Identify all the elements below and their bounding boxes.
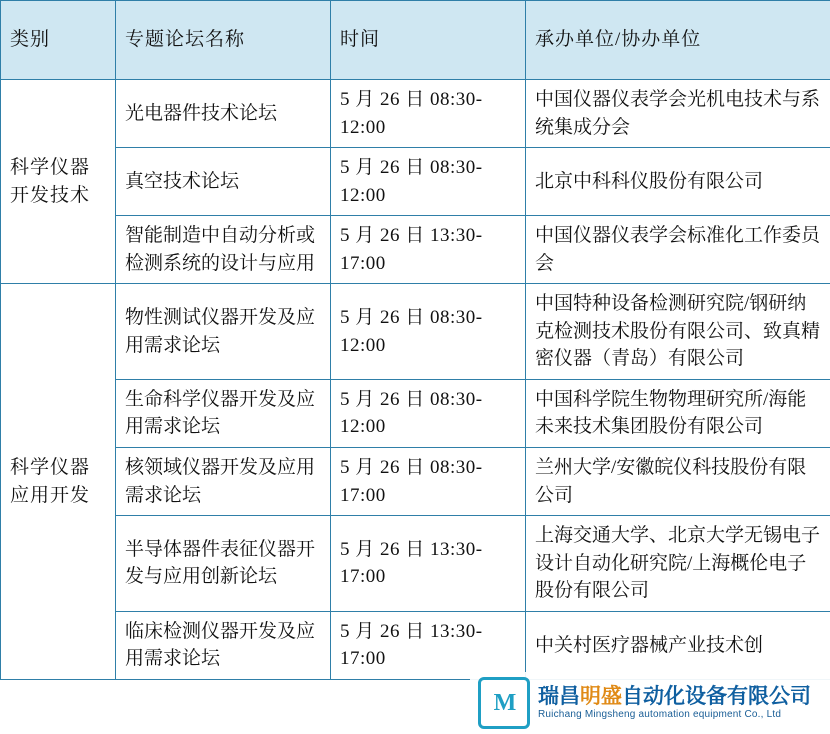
organizer-cell: 北京中科科仪股份有限公司 bbox=[526, 148, 830, 216]
forum-name-cell: 生命科学仪器开发及应用需求论坛 bbox=[116, 379, 331, 447]
time-cell: 5 月 26 日 13:30-17:00 bbox=[331, 216, 526, 284]
organizer-cell: 兰州大学/安徽皖仪科技股份有限公司 bbox=[526, 448, 830, 516]
company-name-cn-part3: 自动化设备有限公司 bbox=[622, 685, 811, 709]
company-logo-icon bbox=[478, 677, 530, 729]
table-row bbox=[1, 216, 830, 284]
column-header-time: 时间 bbox=[331, 1, 526, 80]
company-name-en: Ruichang Mingsheng automation equipment Co., Ltd bbox=[538, 709, 782, 721]
time-cell: 5 月 26 日 08:30-12:00 bbox=[331, 379, 526, 447]
time-cell: 5 月 26 日 08:30-12:00 bbox=[331, 284, 526, 380]
forum-name-cell: 核领域仪器开发及应用需求论坛 bbox=[116, 448, 331, 516]
company-watermark bbox=[470, 672, 830, 734]
category-cell: 科学仪器应用开发 bbox=[1, 284, 116, 680]
column-header-organizer: 承办单位/协办单位 bbox=[526, 1, 830, 80]
table-row bbox=[1, 284, 830, 380]
company-name-cn-part2: 明盛 bbox=[580, 685, 622, 709]
table-row bbox=[1, 448, 830, 516]
table-row bbox=[1, 516, 830, 612]
table-row bbox=[1, 379, 830, 447]
forum-name-cell: 光电器件技术论坛 bbox=[116, 80, 331, 148]
column-header-category: 类别 bbox=[1, 1, 116, 80]
organizer-cell: 中关村医疗器械产业技术创 bbox=[526, 611, 830, 679]
logo-monogram: M bbox=[493, 689, 515, 716]
forum-name-cell: 临床检测仪器开发及应用需求论坛 bbox=[116, 611, 331, 679]
table-row bbox=[1, 611, 830, 679]
category-cell: 科学仪器开发技术 bbox=[1, 80, 116, 284]
forum-name-cell: 物性测试仪器开发及应用需求论坛 bbox=[116, 284, 331, 380]
organizer-cell: 中国特种设备检测研究院/钢研纳克检测技术股份有限公司、致真精密仪器（青岛）有限公司 bbox=[526, 284, 830, 380]
time-cell: 5 月 26 日 08:30-12:00 bbox=[331, 80, 526, 148]
organizer-cell: 上海交通大学、北京大学无锡电子设计自动化研究院/上海概伦电子股份有限公司 bbox=[526, 516, 830, 612]
table-header-row bbox=[1, 1, 830, 80]
organizer-cell: 中国仪器仪表学会光机电技术与系统集成分会 bbox=[526, 80, 830, 148]
company-name-block bbox=[538, 685, 811, 721]
time-cell: 5 月 26 日 08:30-12:00 bbox=[331, 148, 526, 216]
forum-name-cell: 智能制造中自动分析或检测系统的设计与应用 bbox=[116, 216, 331, 284]
table-row bbox=[1, 80, 830, 148]
organizer-cell: 中国仪器仪表学会标准化工作委员会 bbox=[526, 216, 830, 284]
company-name-cn bbox=[538, 685, 811, 709]
forum-name-cell: 半导体器件表征仪器开发与应用创新论坛 bbox=[116, 516, 331, 612]
company-name-cn-part1: 瑞昌 bbox=[538, 685, 580, 709]
column-header-forum-name: 专题论坛名称 bbox=[116, 1, 331, 80]
table-row bbox=[1, 148, 830, 216]
forum-name-cell: 真空技术论坛 bbox=[116, 148, 331, 216]
organizer-cell: 中国科学院生物物理研究所/海能未来技术集团股份有限公司 bbox=[526, 379, 830, 447]
time-cell: 5 月 26 日 13:30-17:00 bbox=[331, 516, 526, 612]
time-cell: 5 月 26 日 13:30-17:00 bbox=[331, 611, 526, 679]
time-cell: 5 月 26 日 08:30-17:00 bbox=[331, 448, 526, 516]
